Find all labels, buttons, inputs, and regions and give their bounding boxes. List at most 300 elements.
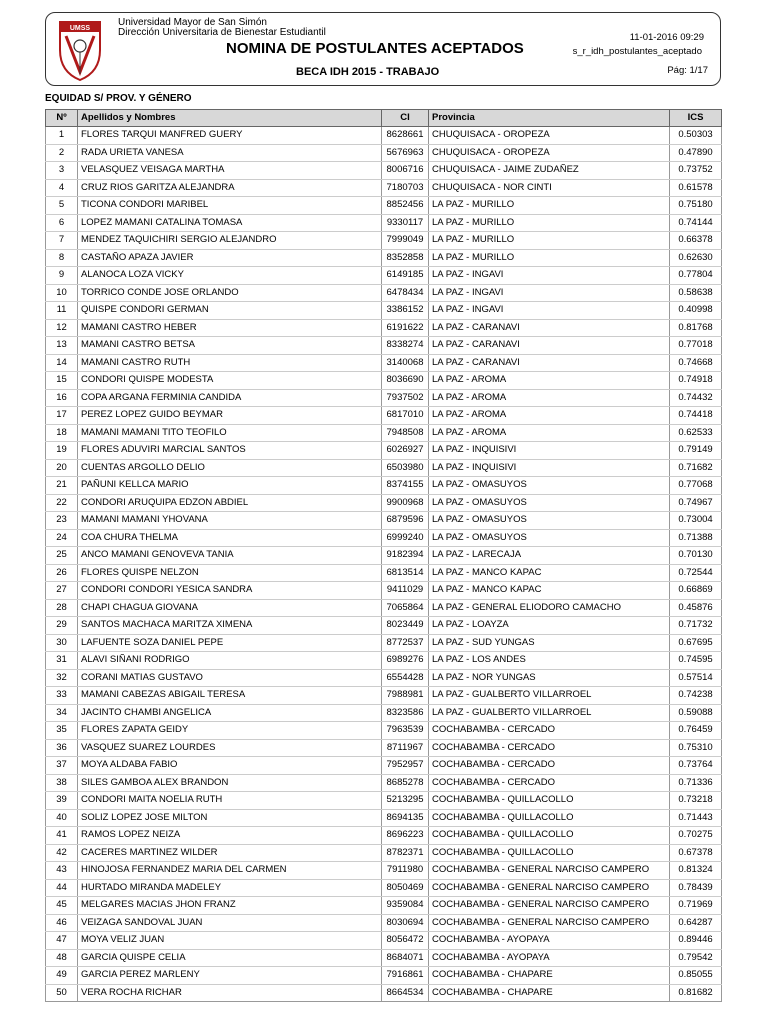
row-number: 40 xyxy=(46,809,78,827)
applicant-province: CHUQUISACA - OROPEZA xyxy=(429,144,670,162)
applicant-ics: 0.71969 xyxy=(670,897,722,915)
row-number: 10 xyxy=(46,284,78,302)
applicant-province: COCHABAMBA - CERCADO xyxy=(429,739,670,757)
row-number: 1 xyxy=(46,127,78,145)
applicant-ics: 0.62533 xyxy=(670,424,722,442)
applicant-province: LA PAZ - MURILLO xyxy=(429,214,670,232)
applicant-ci: 6026927 xyxy=(382,442,429,460)
applicant-province: COCHABAMBA - CHAPARE xyxy=(429,984,670,1002)
applicant-name: MELGARES MACIAS JHON FRANZ xyxy=(78,897,382,915)
applicant-ci: 6149185 xyxy=(382,267,429,285)
applicant-province: COCHABAMBA - GENERAL NARCISO CAMPERO xyxy=(429,897,670,915)
applicant-ci: 8050469 xyxy=(382,879,429,897)
row-number: 47 xyxy=(46,932,78,950)
table-row xyxy=(46,844,722,862)
applicant-ci: 8628661 xyxy=(382,127,429,145)
row-number: 11 xyxy=(46,302,78,320)
table-row xyxy=(46,827,722,845)
row-number: 21 xyxy=(46,477,78,495)
applicant-name: RADA URIETA VANESA xyxy=(78,144,382,162)
applicant-ics: 0.50303 xyxy=(670,127,722,145)
applicant-name: CONDORI CONDORI YESICA SANDRA xyxy=(78,582,382,600)
applicant-province: COCHABAMBA - QUILLACOLLO xyxy=(429,827,670,845)
applicant-ics: 0.79542 xyxy=(670,949,722,967)
applicant-ics: 0.89446 xyxy=(670,932,722,950)
applicant-ci: 6191622 xyxy=(382,319,429,337)
row-number: 46 xyxy=(46,914,78,932)
applicant-name: JACINTO CHAMBI ANGELICA xyxy=(78,704,382,722)
table-row xyxy=(46,862,722,880)
applicant-ci: 3140068 xyxy=(382,354,429,372)
applicant-name: ALAVI SIÑANI RODRIGO xyxy=(78,652,382,670)
row-number: 49 xyxy=(46,967,78,985)
section-label: EQUIDAD S/ PROV. Y GÉNERO xyxy=(45,93,192,104)
applicant-ci: 8711967 xyxy=(382,739,429,757)
applicant-ics: 0.73764 xyxy=(670,757,722,775)
applicant-province: LA PAZ - GUALBERTO VILLARROEL xyxy=(429,704,670,722)
applicant-ics: 0.74595 xyxy=(670,652,722,670)
applicant-province: COCHABAMBA - GENERAL NARCISO CAMPERO xyxy=(429,879,670,897)
row-number: 17 xyxy=(46,407,78,425)
applicant-ics: 0.72544 xyxy=(670,564,722,582)
table-row xyxy=(46,477,722,495)
applicant-province: LA PAZ - MANCO KAPAC xyxy=(429,564,670,582)
table-row xyxy=(46,914,722,932)
applicant-ci: 6879596 xyxy=(382,512,429,530)
applicant-ci: 5213295 xyxy=(382,792,429,810)
table-row xyxy=(46,564,722,582)
applicant-name: RAMOS LOPEZ NEIZA xyxy=(78,827,382,845)
table-row xyxy=(46,722,722,740)
applicant-name: MAMANI CASTRO BETSA xyxy=(78,337,382,355)
applicant-province: CHUQUISACA - NOR CINTI xyxy=(429,179,670,197)
applicant-ics: 0.74918 xyxy=(670,372,722,390)
applicant-ics: 0.71443 xyxy=(670,809,722,827)
row-number: 31 xyxy=(46,652,78,670)
applicant-name: FLORES TARQUI MANFRED GUERY xyxy=(78,127,382,145)
applicant-name: CORANI MATIAS GUSTAVO xyxy=(78,669,382,687)
applicant-ci: 7937502 xyxy=(382,389,429,407)
applicant-name: CRUZ RIOS GARITZA ALEJANDRA xyxy=(78,179,382,197)
applicant-ics: 0.81768 xyxy=(670,319,722,337)
applicant-province: LA PAZ - AROMA xyxy=(429,407,670,425)
report-datetime: 11-01-2016 09:29 xyxy=(629,32,704,43)
university-name: Universidad Mayor de San Simón xyxy=(118,17,267,28)
table-row xyxy=(46,529,722,547)
row-number: 13 xyxy=(46,337,78,355)
row-number: 36 xyxy=(46,739,78,757)
applicant-ics: 0.71336 xyxy=(670,774,722,792)
applicant-ics: 0.77068 xyxy=(670,477,722,495)
table-row xyxy=(46,407,722,425)
applicant-province: LA PAZ - NOR YUNGAS xyxy=(429,669,670,687)
applicant-name: CHAPI CHAGUA GIOVANA xyxy=(78,599,382,617)
column-header-number: Nº xyxy=(46,110,78,127)
report-title: NOMINA DE POSTULANTES ACEPTADOS xyxy=(226,40,524,57)
applicant-name: VERA ROCHA RICHAR xyxy=(78,984,382,1002)
applicant-ics: 0.47890 xyxy=(670,144,722,162)
applicant-ci: 7065864 xyxy=(382,599,429,617)
applicant-ci: 6999240 xyxy=(382,529,429,547)
applicant-province: COCHABAMBA - QUILLACOLLO xyxy=(429,844,670,862)
applicant-province: LA PAZ - LOAYZA xyxy=(429,617,670,635)
applicant-ics: 0.74144 xyxy=(670,214,722,232)
applicant-name: VASQUEZ SUAREZ LOURDES xyxy=(78,739,382,757)
applicant-ics: 0.74967 xyxy=(670,494,722,512)
row-number: 44 xyxy=(46,879,78,897)
report-id: s_r_idh_postulantes_aceptado xyxy=(572,46,702,57)
applicant-name: MENDEZ TAQUICHIRI SERGIO ALEJANDRO xyxy=(78,232,382,250)
table-row xyxy=(46,214,722,232)
column-header-ci: CI xyxy=(382,110,429,127)
applicant-province: LA PAZ - INQUISIVI xyxy=(429,459,670,477)
applicant-province: LA PAZ - LOS ANDES xyxy=(429,652,670,670)
applicant-ics: 0.73218 xyxy=(670,792,722,810)
applicant-province: CHUQUISACA - OROPEZA xyxy=(429,127,670,145)
table-row xyxy=(46,774,722,792)
report-header xyxy=(45,12,721,86)
row-number: 19 xyxy=(46,442,78,460)
applicant-ics: 0.40998 xyxy=(670,302,722,320)
applicant-name: GARCIA QUISPE CELIA xyxy=(78,949,382,967)
applicant-ci: 8056472 xyxy=(382,932,429,950)
applicant-ics: 0.66378 xyxy=(670,232,722,250)
applicant-ci: 8852456 xyxy=(382,197,429,215)
applicant-ci: 3386152 xyxy=(382,302,429,320)
row-number: 5 xyxy=(46,197,78,215)
table-row xyxy=(46,442,722,460)
applicant-ci: 9359084 xyxy=(382,897,429,915)
applicant-ics: 0.74238 xyxy=(670,687,722,705)
column-header-province: Provincia xyxy=(429,110,670,127)
applicant-ics: 0.76459 xyxy=(670,722,722,740)
applicant-ics: 0.70130 xyxy=(670,547,722,565)
applicant-province: COCHABAMBA - AYOPAYA xyxy=(429,932,670,950)
row-number: 28 xyxy=(46,599,78,617)
row-number: 32 xyxy=(46,669,78,687)
table-row xyxy=(46,967,722,985)
applicant-name: LAFUENTE SOZA DANIEL PEPE xyxy=(78,634,382,652)
applicant-province: LA PAZ - CARANAVI xyxy=(429,319,670,337)
applicant-province: LA PAZ - INGAVI xyxy=(429,302,670,320)
applicant-province: LA PAZ - CARANAVI xyxy=(429,354,670,372)
row-number: 34 xyxy=(46,704,78,722)
row-number: 22 xyxy=(46,494,78,512)
table-row xyxy=(46,127,722,145)
applicant-province: COCHABAMBA - CHAPARE xyxy=(429,967,670,985)
table-row xyxy=(46,144,722,162)
applicant-ci: 8685278 xyxy=(382,774,429,792)
applicant-province: LA PAZ - AROMA xyxy=(429,389,670,407)
applicant-province: LA PAZ - SUD YUNGAS xyxy=(429,634,670,652)
applicant-ci: 9182394 xyxy=(382,547,429,565)
applicant-ics: 0.67695 xyxy=(670,634,722,652)
applicant-name: CACERES MARTINEZ WILDER xyxy=(78,844,382,862)
row-number: 4 xyxy=(46,179,78,197)
applicant-ics: 0.81682 xyxy=(670,984,722,1002)
university-logo xyxy=(56,16,104,82)
applicant-province: LA PAZ - OMASUYOS xyxy=(429,494,670,512)
row-number: 20 xyxy=(46,459,78,477)
table-row xyxy=(46,932,722,950)
applicant-ci: 8694135 xyxy=(382,809,429,827)
table-row xyxy=(46,897,722,915)
applicant-province: COCHABAMBA - QUILLACOLLO xyxy=(429,792,670,810)
table-row xyxy=(46,424,722,442)
applicant-ci: 9330117 xyxy=(382,214,429,232)
row-number: 26 xyxy=(46,564,78,582)
applicant-ics: 0.74668 xyxy=(670,354,722,372)
applicant-name: LOPEZ MAMANI CATALINA TOMASA xyxy=(78,214,382,232)
applicant-name: FLORES ZAPATA GEIDY xyxy=(78,722,382,740)
table-row xyxy=(46,809,722,827)
table-row xyxy=(46,179,722,197)
department-name: Dirección Universitaria de Bienestar Estudiantil xyxy=(118,27,326,38)
applicant-ics: 0.64287 xyxy=(670,914,722,932)
applicant-province: LA PAZ - INQUISIVI xyxy=(429,442,670,460)
applicant-ci: 6554428 xyxy=(382,669,429,687)
table-row xyxy=(46,582,722,600)
table-row xyxy=(46,599,722,617)
table-row xyxy=(46,757,722,775)
row-number: 7 xyxy=(46,232,78,250)
applicant-ics: 0.75180 xyxy=(670,197,722,215)
applicant-ci: 8664534 xyxy=(382,984,429,1002)
page-number: Pág: 1/17 xyxy=(667,65,708,76)
applicant-ci: 8684071 xyxy=(382,949,429,967)
applicant-name: COPA ARGANA FERMINIA CANDIDA xyxy=(78,389,382,407)
applicant-province: LA PAZ - AROMA xyxy=(429,372,670,390)
applicant-ci: 8338274 xyxy=(382,337,429,355)
applicant-province: LA PAZ - CARANAVI xyxy=(429,337,670,355)
applicant-province: LA PAZ - LARECAJA xyxy=(429,547,670,565)
table-row xyxy=(46,739,722,757)
table-row xyxy=(46,267,722,285)
row-number: 9 xyxy=(46,267,78,285)
applicant-ics: 0.73004 xyxy=(670,512,722,530)
applicant-name: CONDORI ARUQUIPA EDZON ABDIEL xyxy=(78,494,382,512)
row-number: 25 xyxy=(46,547,78,565)
applicant-province: LA PAZ - MURILLO xyxy=(429,249,670,267)
applicant-name: CONDORI MAITA NOELIA RUTH xyxy=(78,792,382,810)
applicant-ci: 7963539 xyxy=(382,722,429,740)
row-number: 27 xyxy=(46,582,78,600)
applicant-province: COCHABAMBA - CERCADO xyxy=(429,722,670,740)
table-row xyxy=(46,389,722,407)
applicant-ci: 8352858 xyxy=(382,249,429,267)
applicant-ci: 9900968 xyxy=(382,494,429,512)
table-header-row xyxy=(46,110,722,127)
row-number: 48 xyxy=(46,949,78,967)
applicant-ci: 6989276 xyxy=(382,652,429,670)
table-row xyxy=(46,354,722,372)
applicant-name: QUISPE CONDORI GERMAN xyxy=(78,302,382,320)
applicant-ci: 6478434 xyxy=(382,284,429,302)
table-row xyxy=(46,284,722,302)
applicant-ics: 0.73752 xyxy=(670,162,722,180)
applicant-name: CONDORI QUISPE MODESTA xyxy=(78,372,382,390)
applicant-ci: 8036690 xyxy=(382,372,429,390)
logo-text: UMSS xyxy=(69,25,91,32)
applicant-name: MOYA VELIZ JUAN xyxy=(78,932,382,950)
applicant-ics: 0.59088 xyxy=(670,704,722,722)
applicant-ci: 5676963 xyxy=(382,144,429,162)
table-row xyxy=(46,634,722,652)
applicant-ci: 8772537 xyxy=(382,634,429,652)
row-number: 12 xyxy=(46,319,78,337)
applicant-ics: 0.61578 xyxy=(670,179,722,197)
row-number: 37 xyxy=(46,757,78,775)
applicant-name: SOLIZ LOPEZ JOSE MILTON xyxy=(78,809,382,827)
applicants-table xyxy=(45,109,722,1002)
applicant-ci: 7948508 xyxy=(382,424,429,442)
table-row xyxy=(46,337,722,355)
table-row xyxy=(46,617,722,635)
applicant-province: LA PAZ - GENERAL ELIODORO CAMACHO xyxy=(429,599,670,617)
table-row xyxy=(46,949,722,967)
table-row xyxy=(46,162,722,180)
applicant-ci: 8030694 xyxy=(382,914,429,932)
applicant-ics: 0.71388 xyxy=(670,529,722,547)
applicant-province: LA PAZ - AROMA xyxy=(429,424,670,442)
applicant-province: LA PAZ - GUALBERTO VILLARROEL xyxy=(429,687,670,705)
applicant-ics: 0.66869 xyxy=(670,582,722,600)
row-number: 18 xyxy=(46,424,78,442)
applicant-name: CUENTAS ARGOLLO DELIO xyxy=(78,459,382,477)
applicant-ci: 7999049 xyxy=(382,232,429,250)
applicant-ci: 8006716 xyxy=(382,162,429,180)
applicant-ci: 8782371 xyxy=(382,844,429,862)
applicant-ics: 0.70275 xyxy=(670,827,722,845)
row-number: 39 xyxy=(46,792,78,810)
row-number: 6 xyxy=(46,214,78,232)
applicant-name: COA CHURA THELMA xyxy=(78,529,382,547)
applicant-name: MOYA ALDABA FABIO xyxy=(78,757,382,775)
applicant-ics: 0.67378 xyxy=(670,844,722,862)
applicant-ics: 0.71682 xyxy=(670,459,722,477)
table-row xyxy=(46,879,722,897)
applicant-ci: 9411029 xyxy=(382,582,429,600)
row-number: 42 xyxy=(46,844,78,862)
applicant-ics: 0.58638 xyxy=(670,284,722,302)
applicant-ci: 8023449 xyxy=(382,617,429,635)
applicant-province: LA PAZ - MURILLO xyxy=(429,232,670,250)
applicant-name: HURTADO MIRANDA MADELEY xyxy=(78,879,382,897)
row-number: 14 xyxy=(46,354,78,372)
applicant-ics: 0.74432 xyxy=(670,389,722,407)
applicant-province: LA PAZ - MANCO KAPAC xyxy=(429,582,670,600)
applicant-province: LA PAZ - OMASUYOS xyxy=(429,529,670,547)
applicant-name: TICONA CONDORI MARIBEL xyxy=(78,197,382,215)
row-number: 23 xyxy=(46,512,78,530)
applicant-ics: 0.74418 xyxy=(670,407,722,425)
applicant-ci: 7916861 xyxy=(382,967,429,985)
applicant-ics: 0.71732 xyxy=(670,617,722,635)
table-row xyxy=(46,232,722,250)
applicant-ci: 6817010 xyxy=(382,407,429,425)
table-row xyxy=(46,704,722,722)
row-number: 16 xyxy=(46,389,78,407)
applicant-name: ALANOCA LOZA VICKY xyxy=(78,267,382,285)
applicant-province: COCHABAMBA - CERCADO xyxy=(429,757,670,775)
applicant-ci: 8323586 xyxy=(382,704,429,722)
applicant-province: COCHABAMBA - GENERAL NARCISO CAMPERO xyxy=(429,862,670,880)
applicant-province: LA PAZ - INGAVI xyxy=(429,267,670,285)
row-number: 30 xyxy=(46,634,78,652)
applicant-ics: 0.45876 xyxy=(670,599,722,617)
table-row xyxy=(46,984,722,1002)
applicant-name: FLORES QUISPE NELZON xyxy=(78,564,382,582)
applicant-ics: 0.81324 xyxy=(670,862,722,880)
applicant-name: MAMANI CASTRO RUTH xyxy=(78,354,382,372)
table-row xyxy=(46,512,722,530)
applicant-name: VEIZAGA SANDOVAL JUAN xyxy=(78,914,382,932)
applicant-ci: 8696223 xyxy=(382,827,429,845)
applicant-ics: 0.62630 xyxy=(670,249,722,267)
table-row xyxy=(46,687,722,705)
table-row xyxy=(46,319,722,337)
row-number: 2 xyxy=(46,144,78,162)
applicant-name: ANCO MAMANI GENOVEVA TANIA xyxy=(78,547,382,565)
row-number: 3 xyxy=(46,162,78,180)
applicant-ics: 0.78439 xyxy=(670,879,722,897)
applicant-name: SANTOS MACHACA MARITZA XIMENA xyxy=(78,617,382,635)
applicant-ics: 0.75310 xyxy=(670,739,722,757)
column-header-ics: ICS xyxy=(670,110,722,127)
applicant-ics: 0.77804 xyxy=(670,267,722,285)
table-body xyxy=(46,127,722,1002)
applicant-province: COCHABAMBA - CERCADO xyxy=(429,774,670,792)
report-subtitle: BECA IDH 2015 - TRABAJO xyxy=(296,66,440,78)
table-row xyxy=(46,669,722,687)
row-number: 24 xyxy=(46,529,78,547)
applicant-province: COCHABAMBA - AYOPAYA xyxy=(429,949,670,967)
row-number: 45 xyxy=(46,897,78,915)
applicant-name: MAMANI CASTRO HEBER xyxy=(78,319,382,337)
applicant-name: MAMANI MAMANI TITO TEOFILO xyxy=(78,424,382,442)
applicant-name: FLORES ADUVIRI MARCIAL SANTOS xyxy=(78,442,382,460)
applicant-ics: 0.85055 xyxy=(670,967,722,985)
applicant-ics: 0.79149 xyxy=(670,442,722,460)
applicant-ics: 0.57514 xyxy=(670,669,722,687)
row-number: 50 xyxy=(46,984,78,1002)
table-row xyxy=(46,249,722,267)
applicant-province: LA PAZ - INGAVI xyxy=(429,284,670,302)
applicant-name: PEREZ LOPEZ GUIDO BEYMAR xyxy=(78,407,382,425)
table-row xyxy=(46,652,722,670)
applicant-ci: 7988981 xyxy=(382,687,429,705)
applicant-province: COCHABAMBA - GENERAL NARCISO CAMPERO xyxy=(429,914,670,932)
applicant-ci: 6503980 xyxy=(382,459,429,477)
applicant-ci: 7911980 xyxy=(382,862,429,880)
applicant-ics: 0.77018 xyxy=(670,337,722,355)
applicant-ci: 8374155 xyxy=(382,477,429,495)
table-row xyxy=(46,547,722,565)
row-number: 38 xyxy=(46,774,78,792)
row-number: 15 xyxy=(46,372,78,390)
applicant-name: TORRICO CONDE JOSE ORLANDO xyxy=(78,284,382,302)
row-number: 33 xyxy=(46,687,78,705)
table-row xyxy=(46,302,722,320)
table-row xyxy=(46,197,722,215)
applicant-name: GARCIA PEREZ MARLENY xyxy=(78,967,382,985)
table-row xyxy=(46,459,722,477)
applicant-name: MAMANI CABEZAS ABIGAIL TERESA xyxy=(78,687,382,705)
applicant-province: LA PAZ - MURILLO xyxy=(429,197,670,215)
table-row xyxy=(46,372,722,390)
applicant-province: LA PAZ - OMASUYOS xyxy=(429,477,670,495)
table-row xyxy=(46,494,722,512)
